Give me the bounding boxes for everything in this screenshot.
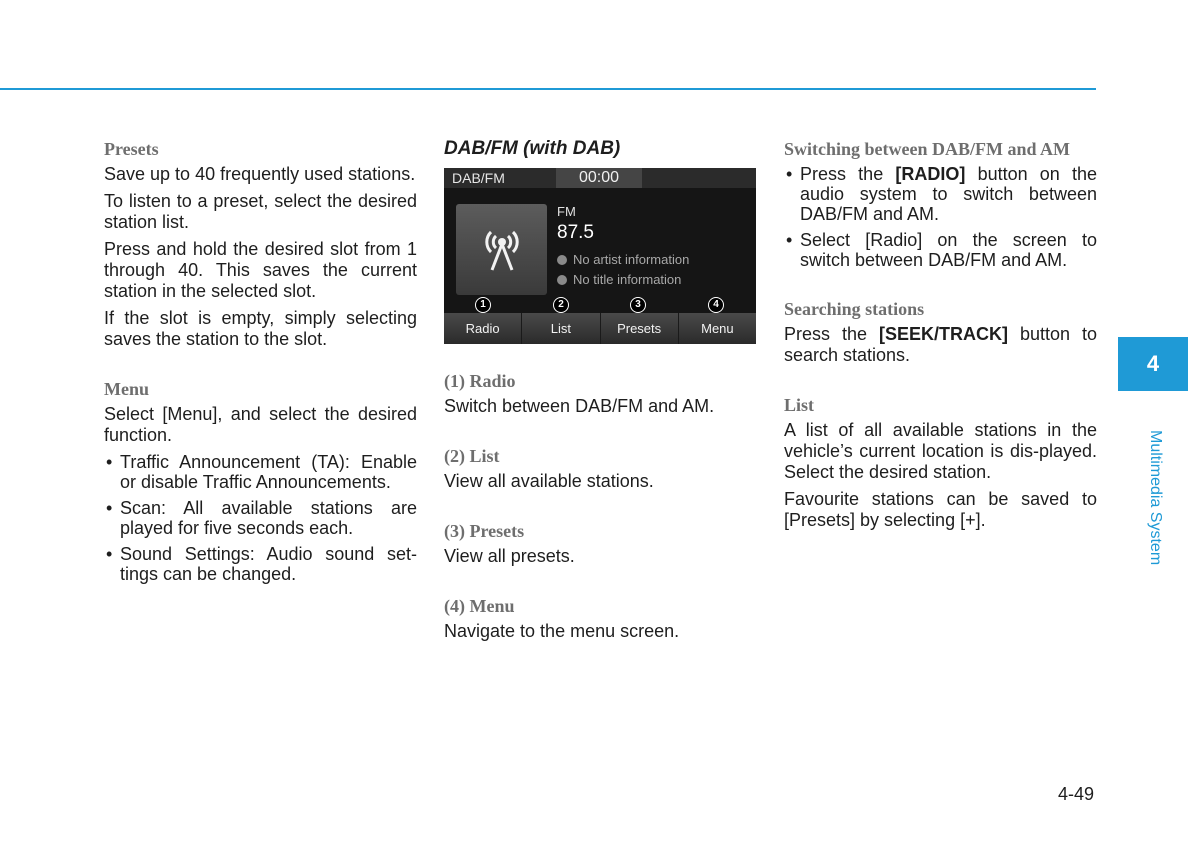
radio-button[interactable]: Radio	[444, 313, 522, 344]
item-radio-heading: (1) Radio	[444, 371, 516, 391]
callout-4: 4	[708, 297, 724, 313]
chapter-tab: 4	[1118, 337, 1188, 391]
music-disc-icon	[557, 275, 567, 285]
screen-frequency: 87.5	[557, 222, 594, 243]
column-3	[784, 138, 1097, 537]
callout-3: 3	[630, 297, 646, 313]
searching-post: button to search stations.	[784, 324, 1097, 365]
column-1	[104, 138, 417, 590]
item-list-text: View all available stations.	[444, 471, 654, 491]
artist-info: No artist information	[573, 252, 690, 267]
bullet-traffic-announcement: • Traffic Announcement (TA): Enable or disable Traffic Announcements.	[104, 452, 417, 492]
chapter-label: Multimedia System	[1147, 430, 1164, 566]
screen-clock: 00:00	[556, 168, 642, 188]
presets-paragraph-2: To listen to a preset, select the desired station list.	[104, 191, 417, 232]
list-paragraph-1: A list of all available stations in the vehicle’s current location is dis-played. Select the desired station.	[784, 420, 1097, 482]
title-info: No title information	[573, 272, 682, 287]
radio-screen-illustration	[444, 168, 756, 344]
screen-title: DAB/FM	[452, 170, 505, 186]
list-heading: List	[784, 395, 815, 415]
item-menu-text: Navigate to the menu screen.	[444, 621, 680, 641]
column-2	[444, 138, 756, 648]
seek-track-key-label: [SEEK/TRACK]	[878, 324, 1008, 344]
broadcast-antenna-icon	[456, 204, 547, 295]
menu-bullet-list	[104, 452, 417, 584]
searching-heading: Searching stations	[784, 299, 925, 319]
switching-bullet-1-pre: Press the	[800, 164, 896, 184]
searching-pre: Press the	[784, 324, 879, 344]
searching-paragraph	[784, 324, 1097, 366]
presets-paragraph-3: Press and hold the desired slot from 1 through 40. This saves the current station in the selected slot.	[104, 239, 417, 301]
item-radio-text: Switch between DAB/FM and AM.	[444, 396, 715, 416]
presets-paragraph-1: Save up to 40 frequently used stations.	[104, 164, 416, 184]
presets-heading: Presets	[104, 139, 159, 159]
screen-band: FM	[557, 204, 576, 219]
radio-key-label: [RADIO]	[895, 164, 966, 184]
list-button[interactable]: List	[522, 313, 600, 344]
menu-heading: Menu	[104, 379, 149, 399]
artist-info-row	[557, 252, 689, 267]
screen-status-bar	[444, 168, 756, 188]
person-icon	[557, 255, 567, 265]
switching-bullet-1-post: button on the audio system to switch between DAB/FM and AM.	[800, 164, 1097, 224]
item-presets-text: View all presets.	[444, 546, 575, 566]
list-paragraph-2: Favourite stations can be saved to [Presets] by selecting [+].	[784, 489, 1097, 530]
bullet-sound-settings: • Sound Settings: Audio sound set-tings can be changed.	[104, 544, 417, 584]
presets-paragraph-4: If the slot is empty, simply selecting saves the station to the slot.	[104, 308, 417, 349]
screen-button-bar	[444, 313, 756, 344]
title-info-row	[557, 272, 681, 287]
page-number: 4-49	[1057, 784, 1094, 804]
bullet-scan: • Scan: All available stations are played for five seconds each.	[104, 498, 417, 538]
menu-button[interactable]: Menu	[701, 321, 734, 336]
switching-bullet-2: • Select [Radio] on the screen to switch between DAB/FM and AM.	[784, 230, 1097, 270]
item-presets-heading: (3) Presets	[444, 521, 525, 541]
callout-1: 1	[475, 297, 491, 313]
presets-button[interactable]: Presets	[601, 313, 679, 344]
switching-bullet-list	[784, 164, 1097, 270]
dab-fm-heading: DAB/FM (with DAB)	[444, 138, 621, 159]
item-menu-heading: (4) Menu	[444, 596, 515, 616]
menu-paragraph: Select [Menu], and select the desired function.	[104, 404, 417, 445]
switching-heading: Switching between DAB/FM and AM	[784, 139, 1071, 159]
top-divider	[0, 88, 1096, 90]
switching-bullet-1	[784, 164, 1097, 224]
callout-2: 2	[553, 297, 569, 313]
item-list-heading: (2) List	[444, 446, 500, 466]
